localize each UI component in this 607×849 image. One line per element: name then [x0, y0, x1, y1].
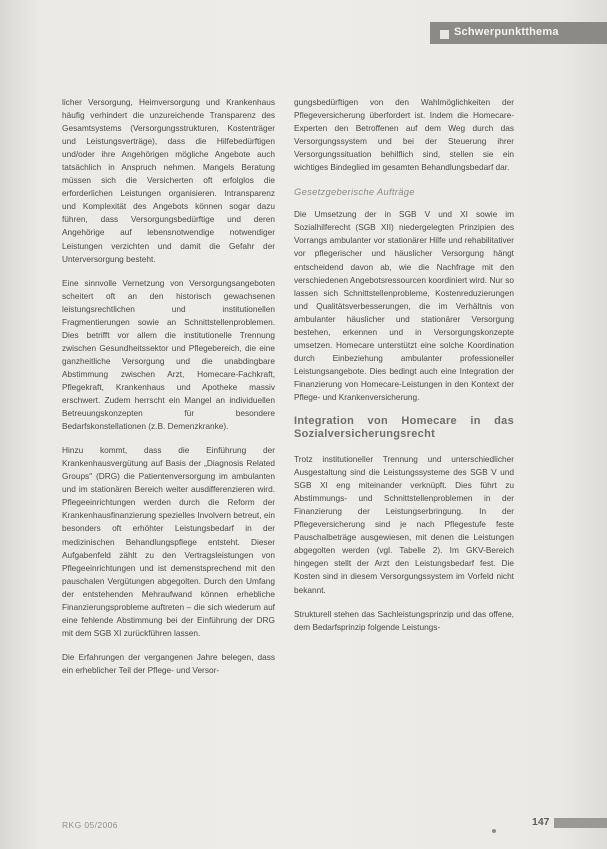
body-paragraph: Trotz institutioneller Trennung und unterschiedlicher Ausgestaltung sind die Leistungssysteme des SGB V und SGB XI eng miteinander verknüpft. Dies führt zu Abstimmungs- und Schnittstellenproblemen in der Finanzierung der Leistungserbringung. In der Pflegeversicherung sind je nach Pflegestufe feste Pauschalbeträge ausgewiesen, mit denen die Leistungen abgegolten werden (vgl. Tabelle 2). Im GKV-Bereich hingegen stellt der Arzt den Leistungsbedarf fest. Die Kosten sind in diesem Versorgungssystem im Vorfeld nicht bekannt.	[294, 454, 514, 595]
left-column	[62, 96, 275, 688]
section-heading: Integration von Homecare in das Sozialversicherungsrecht	[294, 415, 514, 441]
page-number: 147	[532, 816, 550, 828]
body-paragraph: gungsbedürftigen von den Wahlmöglichkeiten der Pflegeversicherung überfordert ist. Indem die Homecare-Experten den Betroffenen auf dem Weg durch das Versorgungssystem und bei der Steuerung ihrer Versorgungssituation behilflich sind, stellen sie ein wichtiges Bindeglied im gesamten Behandlungsbedarf dar.	[294, 97, 514, 173]
body-paragraph: licher Versorgung, Heimversorgung und Krankenhaus häufig verhindert die unzureichende Transparenz des Gesamtsystems (Versorgungsstrukturen, Kostenträger und Leistungsverträge), dass die Hilfebedürftigen und/oder ihre Angehörigen mögliche Angebote auch tatsächlich in Anspruch nehmen. Mangels Beratung müssen sich die Versicherten oft erfolglos die erforderlichen Leistungen organisieren. Intransparenz und Komplexität des Angebots können sogar dazu führen, dass Versorgungsbedürftige und deren Angehörige auf lebensnotwendige notwendiger Leistungen verzichten und damit die Gefahr der Unterversorgung besteht.	[62, 97, 275, 264]
subheading: Gesetzgeberische Aufträge	[294, 186, 415, 198]
body-paragraph: Hinzu kommt, dass die Einführung der Krankenhausvergütung auf Basis der „Diagnosis Related Groups" (DRG) die Patientenversorgung im ambulanten und im stationären Bereich weiter ausdifferenzieren wird. Pflegeeinrichtungen werden durch die Reform der Krankenhausfinanzierung spezielles Involvern betreut, ein besonders oft erhöhter Leistungsbedarf in der medizinischen Behandlungspflege entsteht. Dieser Aufgabenfeld zählt zu den Vertragsleistungen von Pflegeeinrichtungen und ist demenstsprechend mit den pauschalen Vergütungen abgegolten. Durch den Umfang der entstehenden Mehraufwand können erhebliche Finanzierungsprobleme auftreten – die sich wiederum auf eine fehlende Abstimmung bei der Einführung der DRG mit dem SGB XI zurückführen lassen.	[62, 445, 275, 638]
journal-issue: RKG 05/2006	[62, 820, 118, 830]
footer-bar	[554, 818, 607, 828]
body-paragraph: Strukturell stehen das Sachleistungsprinzip und das offene, dem Bedarfsprinzip folgende Leistungs-	[294, 608, 514, 632]
body-paragraph: Die Erfahrungen der vergangenen Jahre belegen, dass ein erheblicher Teil der Pflege- und Versor-	[62, 651, 275, 675]
bullet-mark	[492, 829, 496, 833]
body-paragraph: Die Umsetzung der in SGB V und XI sowie im Sozialhilferecht (SGB XII) niedergelegten Prinzipien des Vorrangs ambulanter vor stationärer Hilfe und rehabilitativer vor pflegerischer und häuslicher Versorgung hängt entscheidend davon ab, wie die Nachfrage mit den verschiedenen Angebotsressourcen koordiniert wird. Nur so lassen sich Schnittstellenprobleme, Kostenreduzierungen und Qualitätsverbesserungen, die im Verhältnis von ambulanter häuslicher und stationärer Versorgung bestehen, erkennen und in Versorgungskonzepte umsetzen. Homecare unterstützt eine solche Koordination durch Einbeziehung ambulanter professioneller Leistungsangebote. Dies bedingt auch eine Integration der Finanzierung von Homecare-Leistungen in den Kontext der Pflege- und Krankenversicherung.	[294, 209, 514, 402]
body-paragraph: Eine sinnvolle Vernetzung von Versorgungsangeboten scheitert oft an den historisch gewachsenen leistungsrechtlichen und institutionellen Fragmentierungen sowie an Schnittstellenproblemen. Dies betrifft vor allem die institutionelle Trennung zwischen Gesundheitssektor und Pflegebereich, die eine ganzheitliche Versorgung und die unabdingbare Abstimmung zwischen Arzt, Homecare-Fachkraft, Pflegekraft, Krankenhaus und Apotheke massiv erschwert. Zudem herrscht ein Mangel an individuellen Betreuungskonzepten für besondere Bedarfskonstellationen (z.B. Demenzkranke).	[62, 277, 275, 432]
section-marker-square	[440, 30, 449, 39]
section-label: Schwerpunktthema	[454, 26, 559, 38]
right-column	[294, 96, 514, 645]
